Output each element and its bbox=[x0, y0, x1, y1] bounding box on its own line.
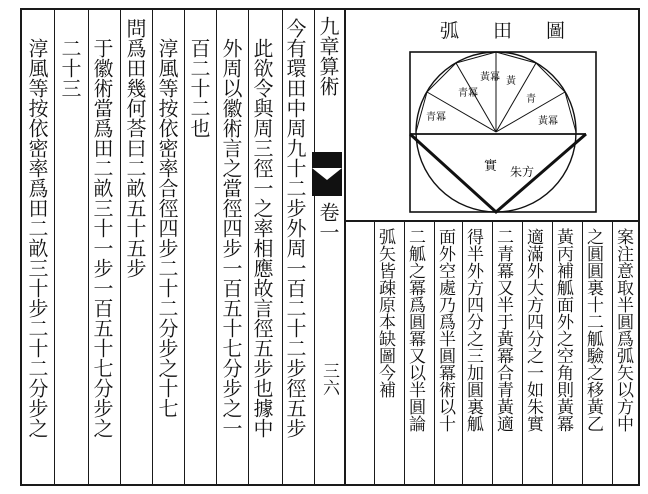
diagram-label-sector: 青 bbox=[526, 94, 536, 105]
inscribed-triangle bbox=[410, 134, 586, 212]
text-column: 淳風等按依密率爲田二畝三十步二十二分步之 bbox=[25, 38, 49, 438]
diagram-label-sector: 青冪 bbox=[458, 88, 478, 99]
column-divider bbox=[54, 8, 55, 486]
text-column: 淳風等按依密率合徑四步二十二分步之十七 bbox=[155, 38, 179, 418]
note-line: 得半外方四分之三加圓裏觚 bbox=[463, 228, 483, 432]
column-divider bbox=[216, 8, 217, 486]
book-title: 九章算術 bbox=[316, 16, 340, 96]
note-line: 黃丙補觚面外之空角則黃冪 bbox=[553, 228, 573, 432]
note-line: 案注意取半圓爲弧矢以方中 bbox=[613, 228, 633, 432]
diagram-label-sector: 黃冪 bbox=[538, 116, 558, 127]
column-divider bbox=[344, 8, 346, 486]
diagram-separator bbox=[345, 220, 640, 222]
diagram-label-sector: 黃 bbox=[506, 76, 516, 87]
text-column: 二十三 bbox=[58, 38, 82, 98]
note-line: 面外空處乃爲半圓冪術以十 bbox=[435, 228, 455, 432]
column-divider bbox=[152, 8, 153, 486]
note-line: 二青冪又半于黃冪合青黃適 bbox=[493, 228, 513, 432]
arc-field-diagram bbox=[398, 42, 608, 218]
chapter-marker-icon bbox=[312, 152, 342, 196]
diagram-label-sector: 青冪 bbox=[426, 112, 446, 123]
note-line: 之圓圓裏十二觚驗之移黃乙 bbox=[583, 228, 603, 432]
column-divider bbox=[314, 8, 315, 486]
diagram-title: 弧田圖 bbox=[440, 20, 600, 42]
page-number: 三六 bbox=[319, 362, 339, 396]
diagram-label-center: 實 bbox=[484, 159, 498, 174]
column-divider bbox=[248, 8, 249, 486]
text-column: 百二十二也 bbox=[187, 38, 211, 138]
diagram-label-sector: 黃冪 bbox=[480, 72, 500, 83]
text-column: 問爲田幾何荅曰二畝五十五步 bbox=[123, 18, 147, 278]
text-column: 今有環田中周九十二步外周一百二十二步徑五步 bbox=[283, 18, 307, 438]
diagram-label-square: 朱方 bbox=[510, 165, 535, 179]
text-column: 于徽術當爲田二畝三十一步一百五十七分步之 bbox=[90, 38, 114, 438]
note-line: 適滿外大方四分之一如朱實 bbox=[523, 228, 543, 432]
note-line: 弧矢皆疎原本缺圖今補 bbox=[375, 228, 395, 398]
note-line: 二觚之冪爲圓冪又以半圓論 bbox=[405, 228, 425, 432]
column-divider bbox=[184, 8, 185, 486]
text-column: 此欲令與周三徑一之率相應故言徑五步也據中 bbox=[250, 38, 274, 438]
column-divider bbox=[88, 8, 89, 486]
text-column: 外周以徽術言之當徑四步一百五十七分步之一 bbox=[219, 38, 243, 438]
column-divider bbox=[120, 8, 121, 486]
chapter-label: 卷一 bbox=[316, 202, 340, 242]
